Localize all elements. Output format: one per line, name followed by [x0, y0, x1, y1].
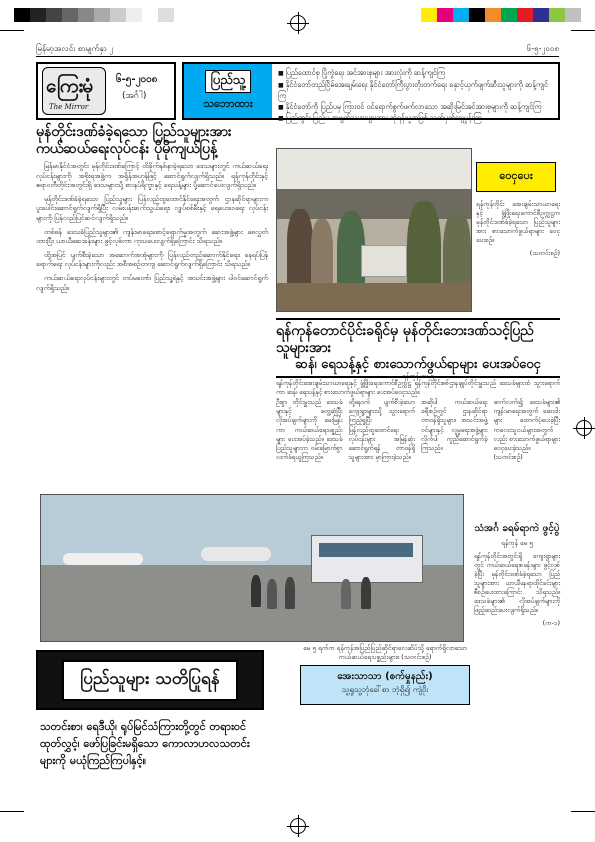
reader-box-title: အေးသာသာ (စက်မှုနည်း)	[337, 671, 433, 682]
opinion-item: ■ နိုင်ငံတော်တည်ငြိမ်အေးချမ်းရေး နိုင်ငံတော်ကြီးပွားတိုးတက်ရေး နှောင့်ယှက်ဖျက်ဆီးသူများကို ဆန့်ကျင်ကြ	[278, 80, 552, 102]
main-headline	[276, 318, 560, 378]
public-opinion-label	[184, 64, 272, 118]
airport-caption: မေ ၅ ရက်က ရန်ကုန်အပြည်ပြည်ဆိုင်ရာလေဆိပ်သို့ ရောက်ရှိလာသော ကယ်ဆယ်ရေးပစ္စည်းများ။ (သတင်းစဉ်)	[303, 644, 467, 661]
opinion-item: ■ နိုင်ငံတော်ကို ပြည်ပမှ ကြားဝင် ဝင်ရောက်စွက်ဖက်လာသော အဆိုးမြင်အင်အားစုများကို ဆန့်ကျင်ကြ	[278, 102, 552, 114]
main-story-columns	[276, 398, 560, 462]
issue-date: ၆-၅-၂၀၀၈	[116, 74, 158, 85]
masthead	[36, 62, 176, 120]
crop-mark	[571, 30, 595, 31]
reader-box	[300, 665, 470, 705]
side-credit: (သတင်းစဉ်)	[529, 249, 560, 257]
side-caption: ရန်ကုန်တိုင်း အေးချမ်းသာယာရေးနှင့် ဖွံ့ဖြိုးရေးကောင်စီဥက္ကဋ္ဌက မုန်တိုင်းဒဏ်ခံခဲ့ရသော ပြည်သူများအား စားသောက်ဖွယ်ရာများ ဝေငှပေးစဉ်။	[476, 200, 560, 244]
right-story	[474, 522, 560, 628]
public-notice-text: သတင်းစာ၊ ရေဒီယို၊ ရုပ်မြင်သံကြားတို့တွင် တရားဝင် ထုတ်လွှင့်၊ ဖော်ပြခြင်းမရှိသော ကောလာဟလသတင်းများကို မယုံကြည်ကြပါနှင့်။	[40, 720, 250, 767]
header-date: ၆-၅-၂၀၀၈	[526, 44, 559, 53]
registration-mark-right-icon	[576, 420, 592, 436]
header-left: မြန်မာ့အလင်း စာမျက်နှာ ၂	[36, 44, 114, 53]
reader-box-subtitle: သူ့ရှုသူ့ဘုံခေါ်စာ ဘဲ့ရှိ၍ ကျဲဝိုး	[341, 685, 429, 694]
paragraph: တစ်ဖန် ဒေသခံပြည်သူများ၏ ကျန်းမာရေးစောင့်ရှောက်မှုအတွက် ဆေးအဖွဲ့များ စေလွှတ်ထားပြီး ယာယီဆေးခန်းများ ဖွင့်လှစ်ကာ ကုသပေးလျက်ရှိကြောင်း သိရသည်။	[36, 227, 268, 246]
paragraph: ကယ်ဆယ်ရေးလုပ်ငန်းများတွင် တပ်မတော်၊ ပြည်သူ့ရဲနှင့် အသင်းအဖွဲ့များ ပါဝင်ဆောင်ရွက်လျက်ရှိသည်။	[36, 273, 268, 292]
public-notice-title: ပြည်သူများ သတိပြုရန်	[62, 660, 237, 701]
crop-mark	[0, 30, 24, 31]
right-story-title: သံအင်္ဂ ခရမ်ရာကဲ ဖွင့်ပွဲ	[474, 523, 560, 534]
label-line-1: ပြည်သူ့	[205, 70, 252, 93]
paragraph: မုန်တိုင်းဒဏ်ခံခဲ့ရသော ပြည်သူများ ပြန်လည်ထူထောင်နိုင်ရေးအတွက် ဌာနဆိုင်ရာများက ပူးပေါင်းဆောင်ရွက်လျက်ရှိပြီး လမ်းပန်းဆက်သွယ်ရေး၊ လျှပ်စစ်မီးနှင့် ရေပေးဝေရေး လုပ်ငန်းများကို ပြန်လည်ပြင်ဆင်လျက်ရှိသည်။	[36, 194, 268, 222]
crop-mark	[0, 811, 24, 812]
public-notice-banner	[36, 650, 264, 710]
right-story-dateline: ရန်ကုန် မေ ၅	[501, 539, 533, 547]
paragraph: မြန်မာနိုင်ငံအတွင်း မုန်တိုင်းဒဏ်ကြောင့် ထိခိုက်နစ်နာခဲ့ရသော ဒေသများတွင် ကယ်ဆယ်ရေးလုပ်ငန်းများကို အစိုးရအဖွဲ့က အရှိန်အဟုန်ဖြင့် ဆောင်ရွက်လျက်ရှိသည်။ ရန်ကုန်တိုင်းနှင့် ဧရာဝတီတိုင်းအတွင်းရှိ ဒေသများသို့ စားနပ်ရိက္ခာနှင့် ရေသန့်များ ပို့ဆောင်ပေးလျက်ရှိသည်။	[36, 162, 268, 190]
side-caption-box	[476, 148, 560, 308]
registration-mark-top-icon	[290, 15, 306, 31]
logo-text: ကြေးမုံ	[46, 75, 93, 97]
newspaper-logo	[42, 67, 106, 115]
headline-line-2: ဆန်၊ ရေသန့်နှင့် စားသောက်ဖွယ်ရာများ ပေးအပ်ဝေငှ	[295, 357, 541, 372]
column: ဦးစွာ တိုင်းမှူးသည် ဒေသခံများနှင့် တွေ့ဆုံပြီး လိုအပ်ချက်များကို မေးမြန်းကာ ကယ်ဆယ်ရေးပစ္စည်းများ ပေးအပ်ခဲ့သည်။ ဒေသခံပြည်သူများက ဝမ်းမြောက်စွာ လက်ခံရယူကြသည်။	[276, 399, 343, 462]
label-line-2: သဘောထား	[203, 96, 253, 110]
relief-distribution-photo	[276, 148, 472, 312]
opinion-item: ■ ပြည်ထောင်စု ပြိုကွဲရေး အင်အားစုများ အားလုံးကို ဆန့်ကျင်ကြ	[278, 68, 552, 80]
column: ထို့နောက် ပျက်စီးခဲ့သော ကျေးရွာများသို့ သွားရောက်ကြည့်ရှုပြီး ပြန်လည်ထူထောင်ရေးလုပ်ငန်းများ အမြန်ဆုံးဆောင်ရွက်ရန် တာဝန်ရှိသူများအား မှာကြားခဲ့သည်။	[348, 399, 415, 462]
main-lead: ရန်ကုန်တိုင်းအေးချမ်းသာယာရေးနှင့် ဖွံ့ဖြိုးရေးကောင်စီဥက္ကဋ္ဌ ရန်ကုန်တိုင်းစစ်ဌာနချုပ်တိုင်းမှူးသည် ဒေသခံများထံ သွားရောက်ကာ ဆန်၊ ရေသန့်နှင့် စားသောက်ဖွယ်ရာများ ပေးအပ်ဝေငှသည်။	[276, 380, 560, 396]
logo-english: The Mirror	[49, 103, 89, 111]
public-opinion-box	[182, 62, 560, 120]
right-story-body: ရန်ကုန်တိုင်းအတွင်းရှိ ကျေးရွာများတွင် ကယ်ဆယ်ရေးစခန်းများ ဖွင့်လှစ်ခဲ့ပြီး မုန်တိုင်းဒဏ်ခံခဲ့ရသော ပြည်သူများအား ယာယီနေရာထိုင်ခင်းများ စီစဉ်ပေးထားကြောင်း သိရသည်။ ဒေသခံများ၏ လိုအပ်ချက်များကို ဖြည့်ဆည်းပေးလျက်ရှိသည်။	[474, 553, 560, 614]
opinion-item: ■ ပြည်တွင်း ပြည်ပ အဖျက်သမားများအား ဘုံရန်သူအဖြစ် သတ်မှတ်ချေမှုန်းကြ	[278, 113, 552, 125]
issue-day: (အင်္ဂါ)	[122, 91, 147, 101]
opinion-list	[272, 64, 558, 122]
color-calibration-strip	[421, 8, 581, 22]
column: အဆိုပါ ကယ်ဆယ်ရေးခရီးစဉ်တွင် ဌာနဆိုင်ရာ တာဝန်ရှိသူများ၊ အသင်းအဖွဲ့ဝင်များနှင့် လူမှုရေးအဖွဲ့များ လိုက်ပါ ကူညီဆောင်ရွက်ခဲ့ကြသည်။	[421, 399, 488, 453]
registration-mark-bottom-icon	[290, 818, 306, 834]
left-story	[36, 124, 268, 297]
page-header	[36, 42, 559, 57]
right-story-footnote: (က-၁)	[542, 619, 560, 627]
paragraph: ထို့အပြင် ပျက်စီးခဲ့သော အဆောက်အအုံများကို ပြန်လည်တည်ဆောက်နိုင်ရေး၊ နေရပ်ပြန်ရောက်ရေး လုပ်ငန်းများကိုလည်း အစီအစဉ်တကျ ဆောင်ရွက်လျက်ရှိကြောင်း သိရသည်။	[36, 250, 268, 269]
main-dateline: ရန်ကုန် မေ ၅	[402, 372, 434, 380]
headline-line-1: ရန်ကုန်တောင်ပိုင်းခရိုင်မှ မုန်တိုင်းဘေးဒဏ်သင့်ပြည်သူများအား	[276, 323, 534, 356]
airport-photo	[40, 494, 464, 642]
column: ဆက်လက်၍ ဒေသခံများ၏ ကျန်းမာရေးအတွက် ဆေးဝါးများ ထောက်ပံ့ပေးခဲ့ပြီး ကလေးသူငယ်များအတွက်လည်း စားသောက်ဖွယ်ရာများ ဝေငှပေးခဲ့သည်။ (သတင်းစဉ်)	[493, 399, 560, 462]
left-story-title: မုန်တိုင်းဒဏ်ခံခဲ့ရသော ပြည်သူများအား ကယ်ဆယ်ရေးလုပ်ငန်း ပိုမိုကျယ်ပြန့်	[36, 124, 232, 157]
side-label: ဝေငှပေး	[476, 162, 556, 192]
left-story-body	[36, 162, 268, 293]
crop-mark	[571, 811, 595, 812]
gray-calibration-strip	[14, 8, 174, 22]
